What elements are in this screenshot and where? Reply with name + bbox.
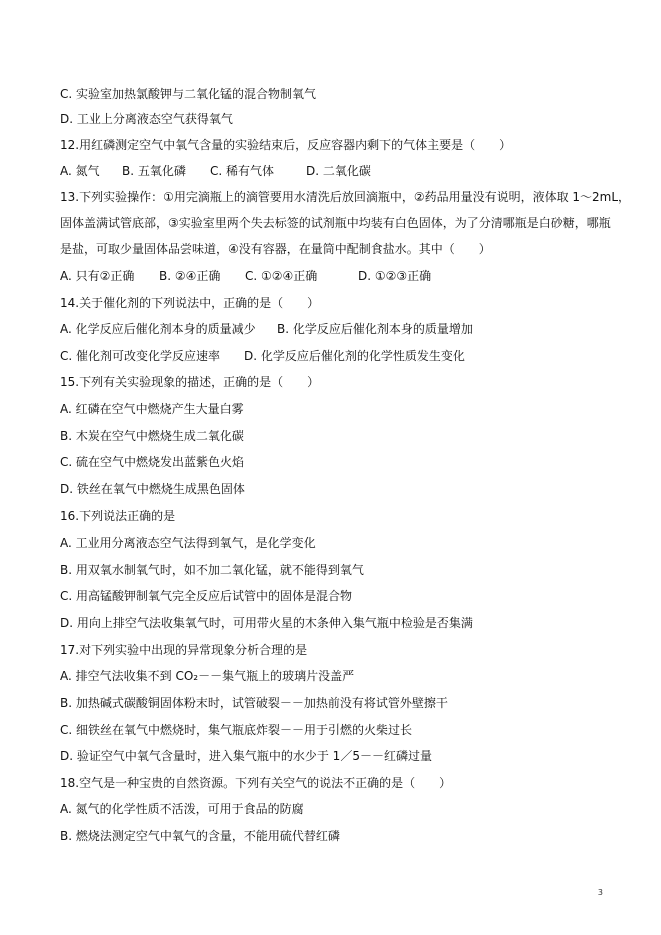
q13-option-c: C. ①②④正确 [245, 269, 318, 283]
q13-stem-line-2: 固体盖满试管底部，③实验室里两个失去标签的试剂瓶中均装有白色固体，为了分清哪瓶是白砂糖，哪瓶 [60, 216, 611, 230]
q14-option-b: B. 化学反应后催化剂本身的质量增加 [277, 322, 473, 336]
q17-option-a: A. 排空气法收集不到 CO₂－－集气瓶上的玻璃片没盖严 [60, 669, 355, 683]
q16-option-a: A. 工业用分离液态空气法得到氧气，是化学变化 [60, 536, 316, 550]
q16-option-c: C. 用高锰酸钾制氧气完全反应后试管中的固体是混合物 [60, 589, 353, 603]
q16-option-d: D. 用向上排空气法收集氧气时，可用带火星的木条伸入集气瓶中检验是否集满 [60, 616, 473, 630]
page-number: 3 [597, 888, 603, 897]
q18-option-a: A. 氮气的化学性质不活泼，可用于食品的防腐 [60, 802, 304, 816]
q13-option-b: B. ②④正确 [159, 269, 221, 283]
q18-stem: 18.空气是一种宝贵的自然资源。下列有关空气的说法不正确的是（ ） [60, 776, 452, 790]
q17-option-b: B. 加热碱式碳酸铜固体粉末时，试管破裂－－加热前没有将试管外壁擦干 [60, 696, 448, 710]
q15-option-a: A. 红磷在空气中燃烧产生大量白雾 [60, 402, 244, 416]
q12-option-b: B. 五氧化磷 [122, 164, 186, 178]
q12-option-a: A. 氮气 [60, 164, 100, 178]
q15-stem: 15.下列有关实验现象的描述，正确的是（ ） [60, 375, 320, 389]
q14-stem: 14.关于催化剂的下列说法中，正确的是（ ） [60, 296, 320, 310]
q13-stem-line-3: 是盐，可取少量固体品尝味道，④没有容器，在量筒中配制食盐水。其中（ ） [60, 242, 491, 256]
q13-options [60, 268, 613, 284]
q15-option-b: B. 木炭在空气中燃烧生成二氧化碳 [60, 429, 244, 443]
q14-option-a: A. 化学反应后催化剂本身的质量减少 [60, 322, 256, 336]
q16-option-b: B. 用双氧水制氧气时，如不加二氧化锰，就不能得到氧气 [60, 563, 364, 577]
q12-option-c: C. 稀有气体 [210, 164, 275, 178]
q13-option-a: A. 只有②正确 [60, 269, 135, 283]
q15-option-d: D. 铁丝在氧气中燃烧生成黑色固体 [60, 482, 245, 496]
q13-option-d: D. ①②③正确 [358, 269, 432, 283]
q12-stem: 12.用红磷测定空气中氧气含量的实验结束后，反应容器内剩下的气体主要是（ ） [60, 138, 512, 152]
q14-options-ab [60, 321, 613, 337]
q12-option-d: D. 二氧化碳 [306, 164, 371, 178]
q17-option-c: C. 细铁丝在氧气中燃烧时，集气瓶底炸裂－－用于引燃的火柴过长 [60, 723, 413, 737]
q12-options [60, 163, 613, 179]
q15-option-c: C. 硫在空气中燃烧发出蓝紫色火焰 [60, 455, 245, 469]
q14-options-cd: C. 催化剂可改变化学反应速率 D. 化学反应后催化剂的化学性质发生变化 [60, 349, 465, 363]
q17-option-d: D. 验证空气中氧气含量时，进入集气瓶中的水少于 1／5－－红磷过量 [60, 749, 432, 763]
q11-option-c: C. 实验室加热氯酸钾与二氧化锰的混合物制氧气 [60, 87, 317, 101]
q18-option-b: B. 燃烧法测定空气中氧气的含量，不能用硫代替红磷 [60, 829, 340, 843]
q16-stem: 16.下列说法正确的是 [60, 509, 176, 523]
q11-option-d: D. 工业上分离液态空气获得氧气 [60, 112, 233, 126]
q13-stem-line-1: 13.下列实验操作：①用完滴瓶上的滴管要用水清洗后放回滴瓶中，②药品用量没有说明，液体取 1～2mL， [60, 190, 631, 204]
q17-stem: 17.对下列实验中出现的异常现象分析合理的是 [60, 643, 308, 657]
